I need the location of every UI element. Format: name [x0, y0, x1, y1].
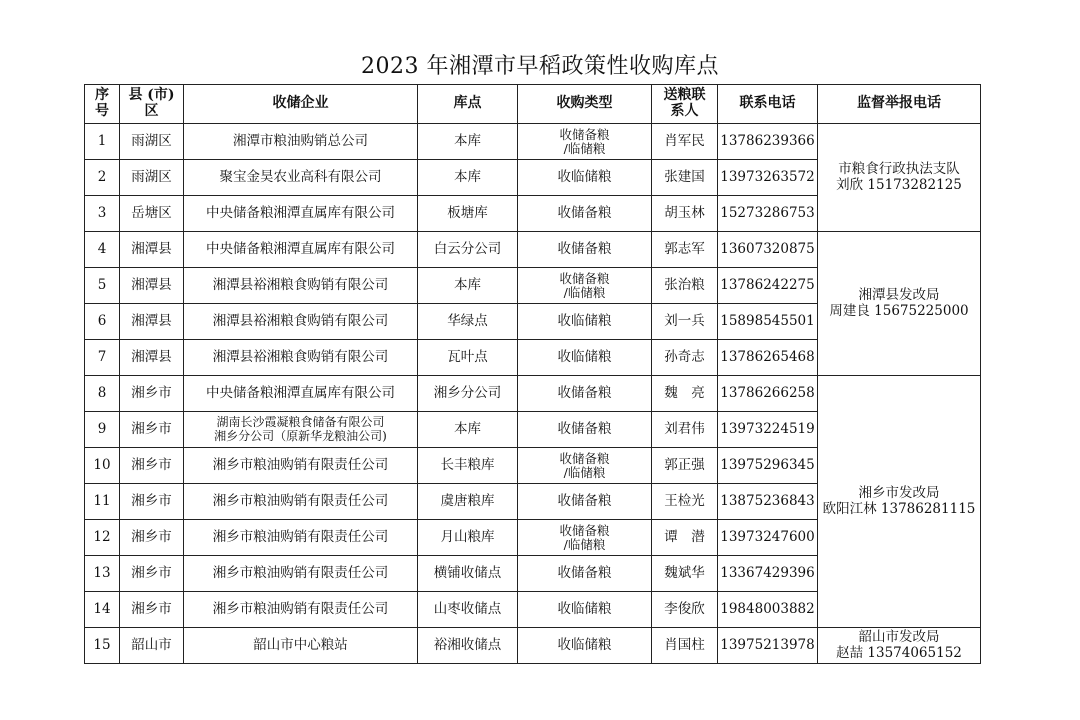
- header-phone: 联系电话: [718, 85, 818, 124]
- seq-cell: 5: [85, 268, 120, 304]
- seq-cell: 11: [85, 484, 120, 520]
- depot-cell: 长丰粮库: [418, 448, 518, 484]
- type-cell: [518, 520, 652, 556]
- header-contact: 送粮联 系人: [652, 85, 718, 124]
- county-cell: 湘乡市: [120, 520, 184, 556]
- type-cell-line: 收临储粮: [557, 312, 612, 329]
- type-cell: [518, 628, 652, 664]
- contact-cell: 谭 潜: [652, 520, 718, 556]
- type-cell-line: 收储备粮: [557, 204, 612, 221]
- contact-cell: 魏斌华: [652, 556, 718, 592]
- depot-cell: 华绿点: [418, 304, 518, 340]
- depot-cell: 本库: [418, 160, 518, 196]
- phone-cell: 13786265468: [718, 340, 818, 376]
- type-cell: [518, 448, 652, 484]
- type-cell: [518, 340, 652, 376]
- type-cell: [518, 556, 652, 592]
- header-type: 收购类型: [518, 85, 652, 124]
- phone-cell: 13973224519: [718, 412, 818, 448]
- type-cell: [518, 484, 652, 520]
- company-cell: [184, 124, 418, 160]
- type-cell-line: 收临储粮: [557, 348, 612, 365]
- type-cell-line: 收储备粮: [557, 420, 612, 437]
- type-cell-line: 收储备粮: [557, 492, 612, 509]
- county-cell: 湘潭县: [120, 232, 184, 268]
- county-cell: 湘潭县: [120, 268, 184, 304]
- seq-cell: 15: [85, 628, 120, 664]
- company-cell-line: 湘潭县裕湘粮食购销有限公司: [212, 348, 389, 365]
- phone-cell: 13973247600: [718, 520, 818, 556]
- phone-cell: 13875236843: [718, 484, 818, 520]
- phone-cell: 15898545501: [718, 304, 818, 340]
- county-cell: 湘乡市: [120, 592, 184, 628]
- table-row: [85, 232, 981, 268]
- type-cell-line: /临储粮: [563, 464, 606, 480]
- contact-cell: 孙奇志: [652, 340, 718, 376]
- phone-cell: 13786242275: [718, 268, 818, 304]
- header-row: [85, 85, 981, 124]
- depot-cell: 白云分公司: [418, 232, 518, 268]
- company-cell: [184, 412, 418, 448]
- phone-cell: 13975296345: [718, 448, 818, 484]
- type-cell-line: 收储备粮: [559, 450, 610, 466]
- header-county: 县 (市) 区: [120, 85, 184, 124]
- type-cell-line: 收临储粮: [557, 636, 612, 653]
- supervision-cell-line: 市粮食行政执法支队: [838, 161, 960, 178]
- company-cell: [184, 160, 418, 196]
- supervision-cell: [818, 628, 981, 664]
- type-cell-line: 收储备粮: [559, 270, 610, 286]
- phone-cell: 15273286753: [718, 196, 818, 232]
- supervision-cell-line: 韶山市发改局: [858, 629, 940, 646]
- contact-cell: 胡玉林: [652, 196, 718, 232]
- county-cell: 雨湖区: [120, 124, 184, 160]
- type-cell: [518, 160, 652, 196]
- header-company: 收储企业: [184, 85, 418, 124]
- supervision-cell-line: 刘欣 15173282125: [836, 176, 962, 193]
- type-cell-line: /临储粮: [563, 536, 606, 552]
- seq-cell: 12: [85, 520, 120, 556]
- type-cell: [518, 124, 652, 160]
- depot-cell: 裕湘收储点: [418, 628, 518, 664]
- company-cell-line: 湘乡市粮油购销有限责任公司: [212, 528, 389, 545]
- table-row: [85, 124, 981, 160]
- company-cell-line: 湘乡市粮油购销有限责任公司: [212, 492, 389, 509]
- supervision-cell-line: 欧阳江林 13786281115: [822, 500, 976, 517]
- company-cell-line: 湘潭县裕湘粮食购销有限公司: [212, 276, 389, 293]
- contact-cell: 李俊欣: [652, 592, 718, 628]
- seq-cell: 4: [85, 232, 120, 268]
- type-cell: [518, 592, 652, 628]
- phone-cell: 13975213978: [718, 628, 818, 664]
- type-cell-line: 收储备粮: [557, 564, 612, 581]
- contact-cell: 郭正强: [652, 448, 718, 484]
- contact-cell: 张建国: [652, 160, 718, 196]
- company-cell: [184, 520, 418, 556]
- company-cell: [184, 268, 418, 304]
- company-cell-line: 湘乡分公司（原新华龙粮油公司): [214, 428, 387, 443]
- type-cell: [518, 304, 652, 340]
- type-cell-line: 收储备粮: [559, 522, 610, 538]
- depot-cell: 湘乡分公司: [418, 376, 518, 412]
- county-cell: 雨湖区: [120, 160, 184, 196]
- company-cell-line: 韶山市中心粮站: [253, 636, 348, 653]
- contact-cell: 张治粮: [652, 268, 718, 304]
- county-cell: 湘潭县: [120, 304, 184, 340]
- depot-cell: 板塘库: [418, 196, 518, 232]
- contact-cell: 肖军民: [652, 124, 718, 160]
- depot-cell: 虞唐粮库: [418, 484, 518, 520]
- seq-cell: 6: [85, 304, 120, 340]
- company-cell-line: 湘乡市粮油购销有限责任公司: [212, 600, 389, 617]
- phone-cell: 19848003882: [718, 592, 818, 628]
- county-cell: 湘乡市: [120, 448, 184, 484]
- depot-cell: 月山粮库: [418, 520, 518, 556]
- type-cell: [518, 196, 652, 232]
- county-cell: 湘乡市: [120, 556, 184, 592]
- county-cell: 湘乡市: [120, 376, 184, 412]
- depot-cell: 本库: [418, 412, 518, 448]
- seq-cell: 7: [85, 340, 120, 376]
- company-cell: [184, 376, 418, 412]
- type-cell-line: 收储备粮: [559, 126, 610, 142]
- depot-cell: 本库: [418, 124, 518, 160]
- phone-cell: 13973263572: [718, 160, 818, 196]
- contact-cell: 郭志军: [652, 232, 718, 268]
- type-cell-line: 收储备粮: [557, 240, 612, 257]
- county-cell: 湘乡市: [120, 484, 184, 520]
- contact-cell: 刘君伟: [652, 412, 718, 448]
- company-cell-line: 中央储备粮湘潭直属库有限公司: [206, 384, 395, 401]
- supervision-cell: [818, 376, 981, 628]
- supervision-cell: [818, 124, 981, 232]
- type-cell-line: 收储备粮: [557, 384, 612, 401]
- table-row: [85, 376, 981, 412]
- company-cell: [184, 232, 418, 268]
- company-cell: [184, 340, 418, 376]
- company-cell-line: 聚宝金昊农业高科有限公司: [219, 168, 382, 185]
- header-seq: 序 号: [85, 85, 120, 124]
- phone-cell: 13607320875: [718, 232, 818, 268]
- company-cell-line: 湖南长沙霞凝粮食储备有限公司: [216, 415, 385, 430]
- company-cell: [184, 448, 418, 484]
- page-title: 2023 年湘潭市早稻政策性收购库点: [361, 54, 719, 79]
- type-cell-line: /临储粮: [563, 140, 606, 156]
- depot-cell: 本库: [418, 268, 518, 304]
- phone-cell: 13786266258: [718, 376, 818, 412]
- phone-cell: 13786239366: [718, 124, 818, 160]
- seq-cell: 8: [85, 376, 120, 412]
- type-cell: [518, 376, 652, 412]
- contact-cell: 魏 亮: [652, 376, 718, 412]
- depot-cell: 横铺收储点: [418, 556, 518, 592]
- table-row: [85, 628, 981, 664]
- company-cell: [184, 196, 418, 232]
- seq-cell: 3: [85, 196, 120, 232]
- seq-cell: 13: [85, 556, 120, 592]
- company-cell: [184, 556, 418, 592]
- seq-cell: 10: [85, 448, 120, 484]
- seq-cell: 1: [85, 124, 120, 160]
- company-cell-line: 中央储备粮湘潭直属库有限公司: [206, 204, 395, 221]
- county-cell: 岳塘区: [120, 196, 184, 232]
- seq-cell: 9: [85, 412, 120, 448]
- company-cell-line: 湘潭县裕湘粮食购销有限公司: [212, 312, 389, 329]
- seq-cell: 2: [85, 160, 120, 196]
- county-cell: 韶山市: [120, 628, 184, 664]
- type-cell: [518, 232, 652, 268]
- supervision-cell-line: 周建良 15675225000: [829, 302, 969, 319]
- supervision-cell-line: 赵喆 13574065152: [836, 644, 962, 661]
- contact-cell: 肖国柱: [652, 628, 718, 664]
- type-cell-line: 收临储粮: [557, 168, 612, 185]
- supervision-cell-line: 湘乡市发改局: [858, 485, 940, 502]
- company-cell-line: 湘乡市粮油购销有限责任公司: [212, 456, 389, 473]
- company-cell: [184, 304, 418, 340]
- county-cell: 湘潭县: [120, 340, 184, 376]
- type-cell-line: 收临储粮: [557, 600, 612, 617]
- depot-cell: 山枣收储点: [418, 592, 518, 628]
- company-cell-line: 湘潭市粮油购销总公司: [233, 132, 368, 149]
- company-cell-line: 湘乡市粮油购销有限责任公司: [212, 564, 389, 581]
- header-supervision: 监督举报电话: [818, 85, 981, 124]
- company-cell: [184, 592, 418, 628]
- company-cell-line: 中央储备粮湘潭直属库有限公司: [206, 240, 395, 257]
- supervision-cell-line: 湘潭县发改局: [858, 287, 940, 304]
- county-cell: 湘乡市: [120, 412, 184, 448]
- header-depot: 库点: [418, 85, 518, 124]
- company-cell: [184, 484, 418, 520]
- type-cell-line: /临储粮: [563, 284, 606, 300]
- supervision-cell: [818, 232, 981, 376]
- type-cell: [518, 412, 652, 448]
- depot-table: [84, 84, 981, 664]
- phone-cell: 13367429396: [718, 556, 818, 592]
- contact-cell: 刘一兵: [652, 304, 718, 340]
- company-cell: [184, 628, 418, 664]
- depot-cell: 瓦叶点: [418, 340, 518, 376]
- contact-cell: 王检光: [652, 484, 718, 520]
- type-cell: [518, 268, 652, 304]
- seq-cell: 14: [85, 592, 120, 628]
